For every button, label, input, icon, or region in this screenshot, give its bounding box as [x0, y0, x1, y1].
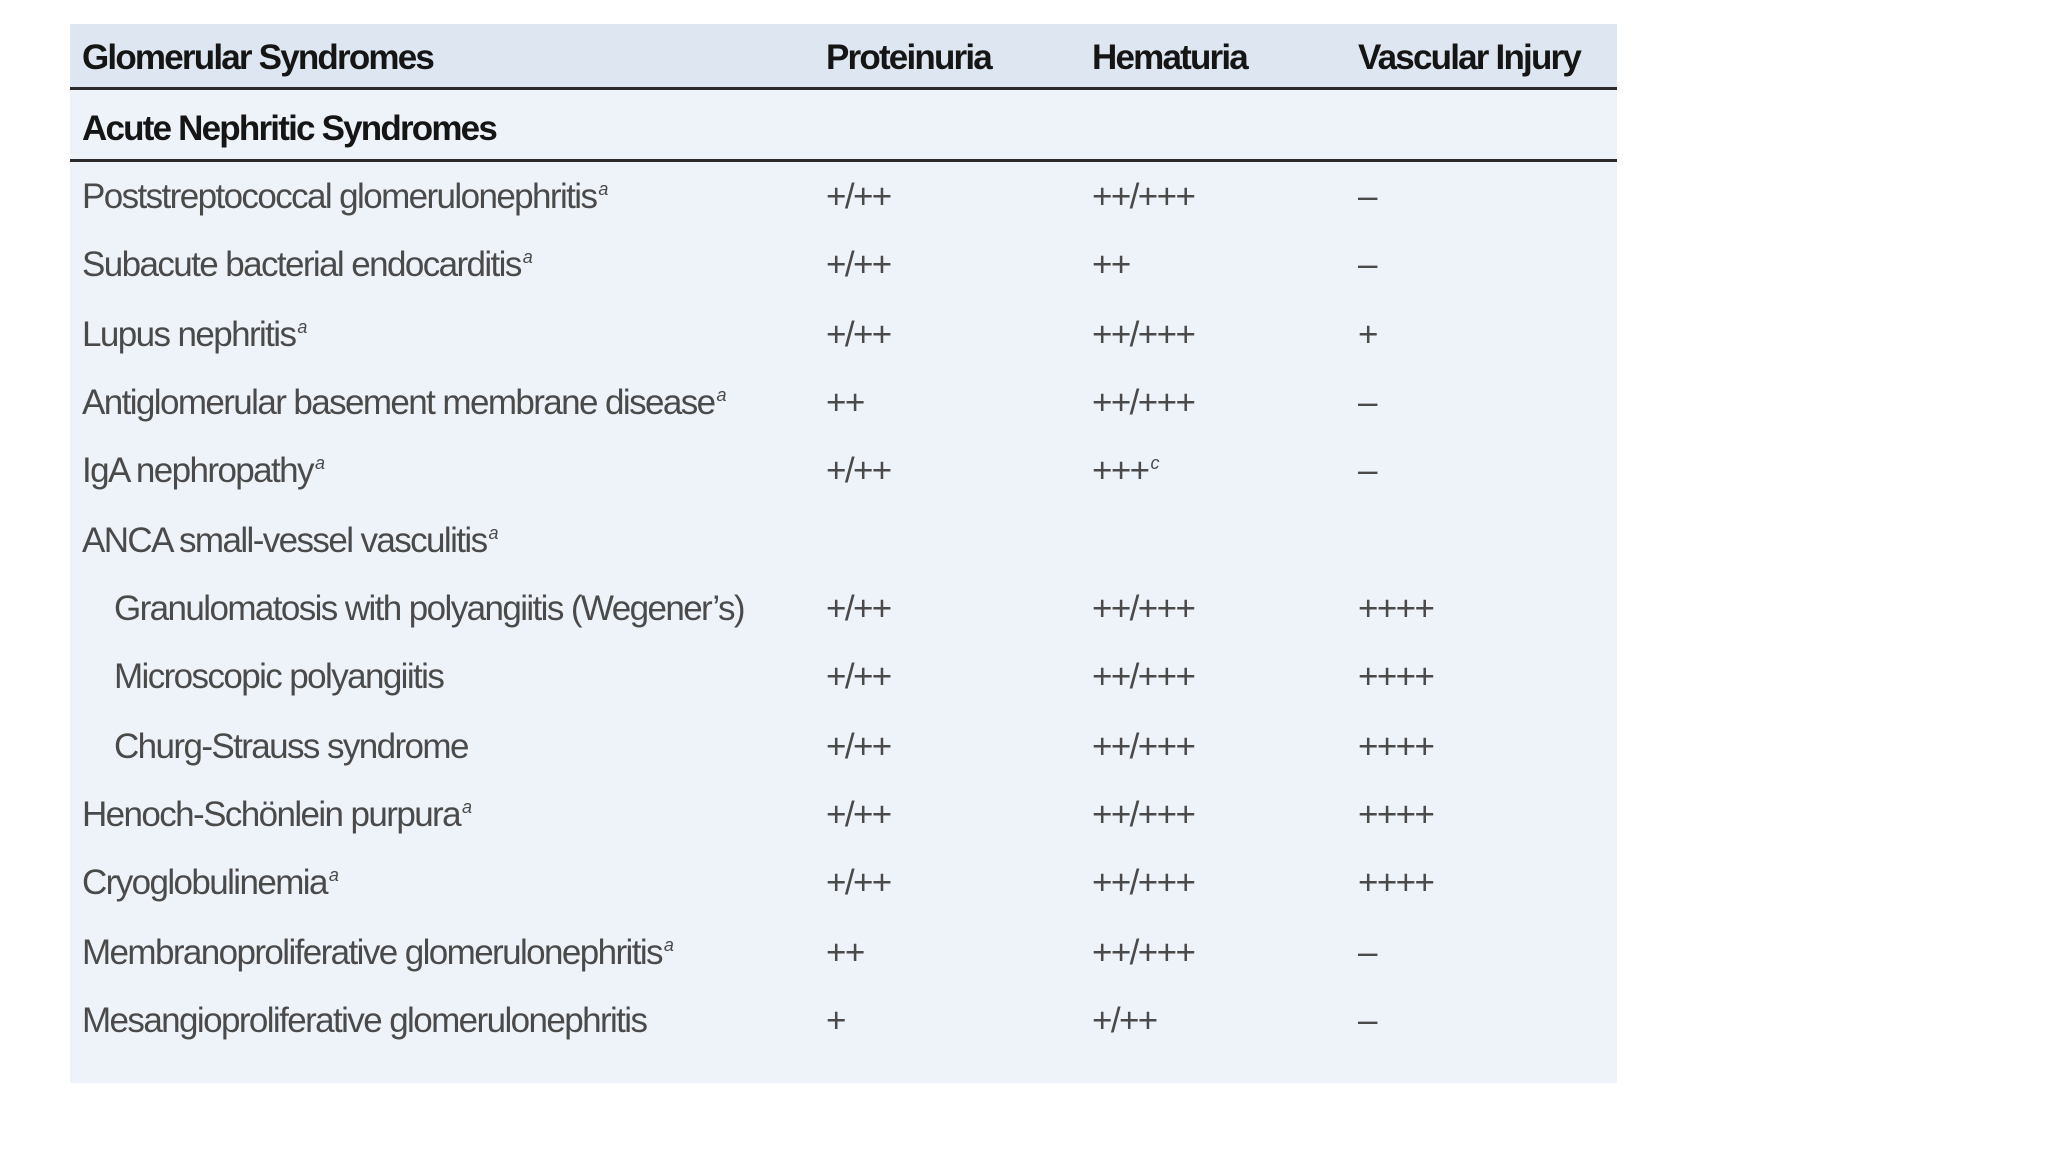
row-vascular-injury-value: –: [1358, 245, 1376, 284]
row-syndrome-name: [82, 245, 533, 285]
row-hematuria-value: [1092, 727, 1194, 767]
row-proteinuria-value: +/++: [826, 589, 891, 628]
row-syndrome-name: [114, 657, 443, 697]
footnote-marker: a: [663, 935, 674, 956]
header-proteinuria: Proteinuria: [826, 38, 991, 77]
syndrome-label: Membranoproliferative glomerulonephritis: [82, 933, 662, 972]
row-hematuria-value: [1092, 657, 1194, 697]
hematuria-label: ++/+++: [1092, 315, 1195, 354]
row-vascular-injury-value: ++++: [1358, 657, 1434, 696]
row-syndrome-name: [82, 521, 499, 561]
row-hematuria-value: [1092, 177, 1194, 217]
row-proteinuria-value: +/++: [826, 451, 891, 490]
header-vascular-injury: Vascular Injury: [1358, 38, 1581, 77]
footnote-marker: a: [328, 865, 339, 886]
hematuria-label: ++/+++: [1092, 177, 1195, 216]
syndrome-label: Subacute bacterial endocarditis: [82, 245, 521, 284]
footnote-marker: a: [488, 523, 499, 544]
syndrome-label: ANCA small-vessel vasculitis: [82, 521, 487, 560]
row-hematuria-value: [1092, 933, 1194, 973]
row-proteinuria-value: +: [826, 1001, 845, 1040]
row-vascular-injury-value: –: [1358, 451, 1376, 490]
row-vascular-injury-value: –: [1358, 383, 1376, 422]
row-proteinuria-value: +/++: [826, 727, 891, 766]
row-hematuria-value: [1092, 589, 1194, 629]
syndrome-label: Henoch-Schönlein purpura: [82, 795, 460, 834]
syndrome-label: Antiglomerular basement membrane disease: [82, 383, 715, 422]
row-vascular-injury-value: –: [1358, 177, 1376, 216]
hematuria-label: ++/+++: [1092, 657, 1195, 696]
row-syndrome-name: [82, 795, 472, 835]
row-hematuria-value: [1092, 451, 1160, 491]
row-vascular-injury-value: ++++: [1358, 863, 1434, 902]
row-vascular-injury-value: +: [1358, 315, 1377, 354]
row-syndrome-name: [114, 589, 744, 629]
syndrome-label: Cryoglobulinemia: [82, 863, 327, 902]
header-glomerular-syndromes: Glomerular Syndromes: [82, 38, 434, 77]
row-proteinuria-value: ++: [826, 383, 864, 422]
row-vascular-injury-value: ++++: [1358, 589, 1434, 628]
row-syndrome-name: [114, 727, 468, 767]
row-vascular-injury-value: ++++: [1358, 727, 1434, 766]
row-proteinuria-value: ++: [826, 933, 864, 972]
row-hematuria-value: [1092, 315, 1194, 355]
row-proteinuria-value: +/++: [826, 245, 891, 284]
footnote-marker: a: [314, 453, 325, 474]
syndrome-label: Poststreptococcal glomerulonephritis: [82, 177, 597, 216]
syndrome-label: Mesangioproliferative glomerulonephritis: [82, 1001, 647, 1040]
hematuria-label: ++/+++: [1092, 795, 1195, 834]
footnote-marker: a: [598, 179, 609, 200]
header-hematuria: Hematuria: [1092, 38, 1247, 77]
row-vascular-injury-value: –: [1358, 1001, 1376, 1040]
row-proteinuria-value: +/++: [826, 795, 891, 834]
row-vascular-injury-value: –: [1358, 933, 1376, 972]
row-syndrome-name: [82, 1001, 646, 1041]
section-divider: [70, 159, 1617, 162]
row-syndrome-name: [82, 933, 674, 973]
row-proteinuria-value: +/++: [826, 177, 891, 216]
row-vascular-injury-value: ++++: [1358, 795, 1434, 834]
hematuria-label: ++/+++: [1092, 727, 1195, 766]
row-syndrome-name: [82, 315, 307, 355]
section-title: Acute Nephritic Syndromes: [82, 109, 496, 148]
row-proteinuria-value: +/++: [826, 315, 891, 354]
hematuria-label: ++/+++: [1092, 383, 1195, 422]
footnote-marker: a: [461, 797, 472, 818]
row-proteinuria-value: +/++: [826, 657, 891, 696]
row-syndrome-name: [82, 177, 608, 217]
row-syndrome-name: [82, 383, 726, 423]
syndromes-table: [70, 24, 1617, 1083]
row-hematuria-value: [1092, 383, 1194, 423]
footnote-marker: a: [716, 385, 727, 406]
hematuria-label: ++/+++: [1092, 589, 1195, 628]
row-syndrome-name: [82, 863, 339, 903]
hematuria-label: ++/+++: [1092, 933, 1195, 972]
row-syndrome-name: [82, 451, 325, 491]
footnote-marker: a: [522, 247, 533, 268]
syndrome-label: Lupus nephritis: [82, 315, 296, 354]
hematuria-label: +/++: [1092, 1001, 1157, 1040]
hematuria-label: ++: [1092, 245, 1130, 284]
header-divider: [70, 87, 1617, 90]
row-hematuria-value: [1092, 1001, 1157, 1041]
row-proteinuria-value: +/++: [826, 863, 891, 902]
syndrome-label: Churg-Strauss syndrome: [114, 727, 468, 766]
row-hematuria-value: [1092, 245, 1130, 285]
syndrome-label: Microscopic polyangiitis: [114, 657, 444, 696]
hematuria-label: +++: [1092, 451, 1149, 490]
row-hematuria-value: [1092, 795, 1194, 835]
footnote-marker: c: [1150, 453, 1160, 474]
footnote-marker: a: [297, 317, 308, 338]
table-header-row: [70, 24, 1617, 88]
hematuria-label: ++/+++: [1092, 863, 1195, 902]
syndrome-label: IgA nephropathy: [82, 451, 313, 490]
syndrome-label: Granulomatosis with polyangiitis (Wegener’s): [114, 589, 744, 628]
row-hematuria-value: [1092, 863, 1194, 903]
